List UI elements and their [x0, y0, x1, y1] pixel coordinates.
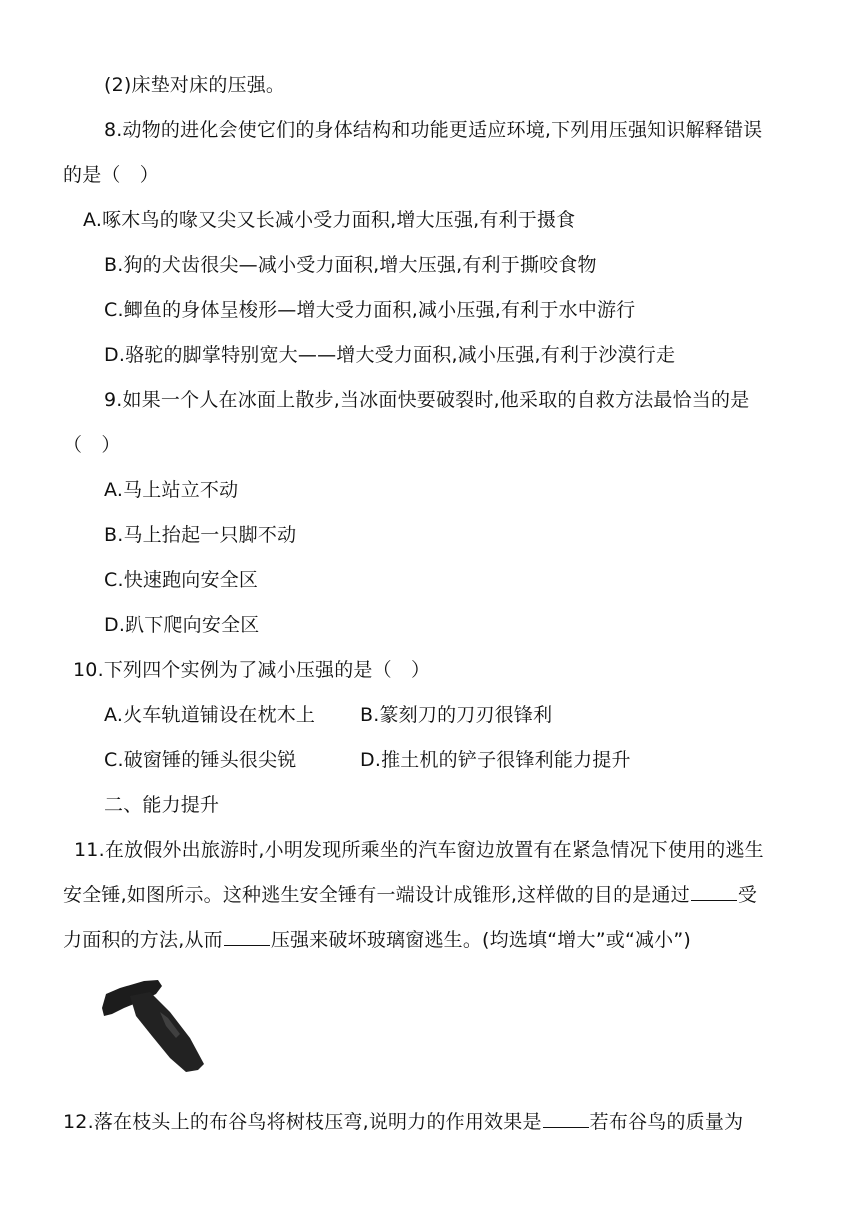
q10-option-b: B.篆刻刀的刀刃很锋利: [360, 704, 553, 726]
q11-line2: [63, 882, 757, 908]
answer-blank[interactable]: [543, 1109, 589, 1128]
q8-stem-line2: 的是（ ）: [63, 164, 160, 186]
q8-option-d: D.骆驼的脚掌特别宽大——增大受力面积,减小压强,有利于沙漠行走: [104, 344, 676, 366]
q7-part2: (2)床垫对床的压强。: [104, 74, 286, 96]
q11-line3-text-end: 压强来破坏玻璃窗逃生。(均选填“增大”或“减小”): [270, 929, 692, 951]
q11-line2-text-end: 受: [737, 884, 758, 906]
q9-stem-line1: 9.如果一个人在冰面上散步,当冰面快要破裂时,他采取的自救方法最恰当的是: [104, 389, 750, 411]
q8-option-b: B.狗的犬齿很尖—减小受力面积,增大压强,有利于撕咬食物: [104, 254, 597, 276]
hammer-illustration: [102, 980, 204, 1072]
q9-option-d: D.趴下爬向安全区: [104, 614, 260, 636]
q10-option-d: D.推土机的铲子很锋利能力提升: [360, 749, 631, 771]
q9-option-c: C.快速跑向安全区: [104, 569, 259, 591]
q12-line1: [63, 1109, 743, 1135]
answer-blank[interactable]: [691, 882, 737, 901]
q9-option-b: B.马上抬起一只脚不动: [104, 524, 297, 546]
q8-option-c: C.鲫鱼的身体呈梭形—增大受力面积,减小压强,有利于水中游行: [104, 299, 636, 321]
answer-blank[interactable]: [224, 927, 270, 946]
q10-stem: 10.下列四个实例为了减小压强的是（ ）: [73, 659, 431, 681]
q11-line1: 11.在放假外出旅游时,小明发现所乘坐的汽车窗边放置有在紧急情况下使用的逃生: [74, 839, 764, 861]
q9-option-a: A.马上站立不动: [104, 479, 239, 501]
q11-line2-text: 安全锤,如图所示。这种逃生安全锤有一端设计成锥形,这样做的目的是通过: [63, 884, 690, 906]
q10-option-a: A.火车轨道铺设在枕木上: [104, 704, 316, 726]
q11-line3-text: 力面积的方法,从而: [63, 929, 223, 951]
q12-line1-text: 12.落在枝头上的布谷鸟将树枝压弯,说明力的作用效果是: [63, 1111, 542, 1133]
q9-stem-line2: （ ）: [63, 434, 121, 456]
q11-line3: [63, 927, 691, 953]
q8-option-a: A.啄木鸟的喙又尖又长减小受力面积,增大压强,有利于摄食: [83, 209, 576, 231]
section-heading: 二、能力提升: [104, 794, 220, 816]
q10-option-c: C.破窗锤的锤头很尖锐: [104, 749, 297, 771]
q8-stem-line1: 8.动物的进化会使它们的身体结构和功能更适应环境,下列用压强知识解释错误: [104, 119, 763, 141]
safety-hammer-figure: [100, 978, 208, 1074]
q12-line1-text-end: 若布谷鸟的质量为: [589, 1111, 744, 1133]
